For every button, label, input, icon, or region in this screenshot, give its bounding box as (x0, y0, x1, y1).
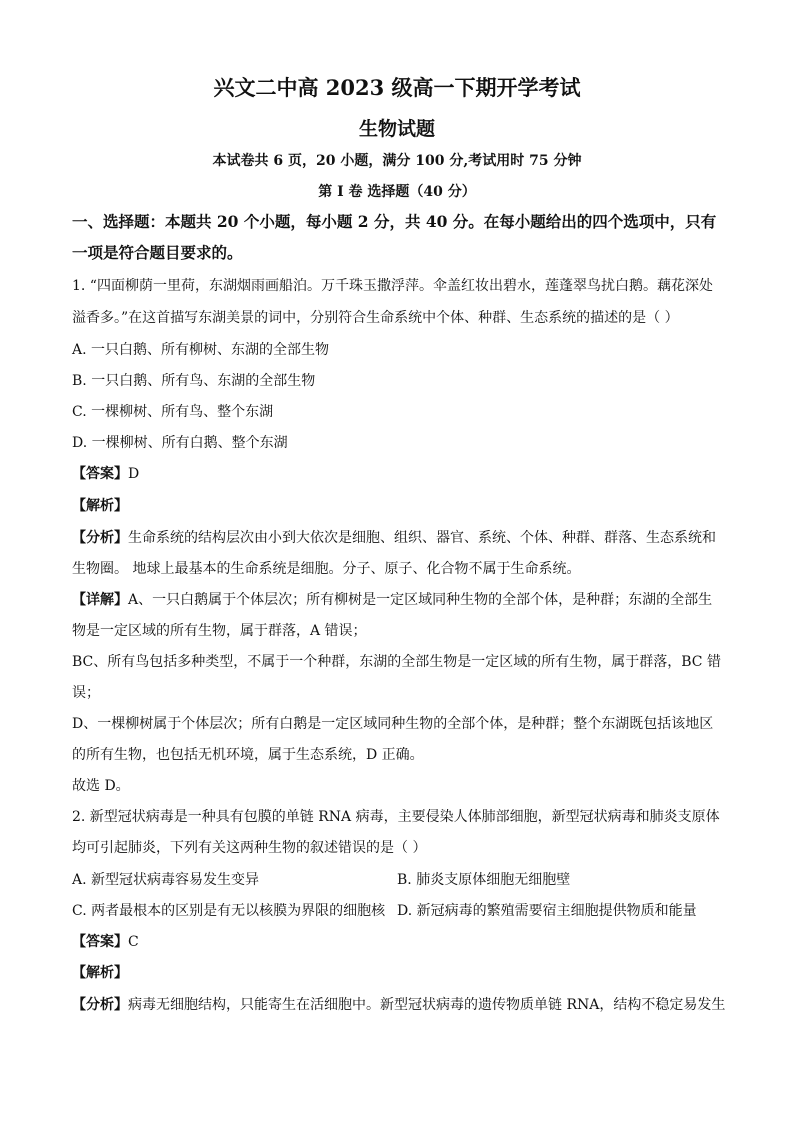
q2-option-c: C. 两者最根本的区别是有无以核膜为界限的细胞核 (72, 903, 386, 919)
exam-info: 本试卷共 6 页，20 小题，满分 100 分,考试用时 75 分钟 (212, 153, 582, 169)
section-heading-line-1: 一、选择题：本题共 20 个小题，每小题 2 分，共 40 分。在每小题给出的四个选项中，只有 (72, 212, 717, 231)
q1-option-b: B. 一只白鹅、所有鸟、东湖的全部生物 (72, 373, 316, 389)
q2-fenxi-line-1 (72, 995, 725, 1015)
q1-stem-line-2: 溢香多。”在这首描写东湖美景的词中，分别符合生命系统中个体、种群、生态系统的描述的是（ ） (72, 310, 679, 326)
q1-xiangjie-line-1 (72, 590, 712, 610)
q1-fenxi-line-2: 生物圈。 地球上最基本的生命系统是细胞。分子、原子、化合物不属于生命系统。 (72, 561, 581, 577)
q1-option-c: C. 一棵柳树、所有鸟、整个东湖 (72, 404, 274, 420)
q1-answer (72, 464, 139, 484)
part-heading: 第 I 卷 选择题（40 分） (318, 184, 476, 200)
q2-option-b: B. 肺炎支原体细胞无细胞壁 (397, 872, 571, 888)
answer-tag: 【答案】 (72, 466, 128, 482)
xiangjie-tag: 【详解】 (72, 592, 128, 608)
q2-answer (72, 932, 139, 952)
xiangjie-text: A、一只白鹅属于个体层次；所有柳树是一定区域同种生物的全部个体，是种群；东湖的全部生 (128, 592, 713, 608)
q1-xiangjie-line-3: BC、所有鸟包括多种类型，不属于一个种群，东湖的全部生物是一定区域的所有生物，属于群落，BC 错 (72, 654, 721, 670)
answer-value: D (128, 466, 140, 482)
q2-option-d: D. 新冠病毒的繁殖需要宿主细胞提供物质和能量 (397, 903, 697, 919)
q1-xiangjie-line-5: D、一棵柳树属于个体层次；所有白鹅是一定区域同种生物的全部个体，是种群；整个东湖既包括该地区 (72, 716, 714, 732)
q2-stem-line-1: 2. 新型冠状病毒是一种具有包膜的单链 RNA 病毒，主要侵染人体肺部细胞，新型冠状病毒和肺炎支原体 (72, 809, 720, 825)
exam-title: 兴文二中高 2023 级高一下期开学考试 (213, 75, 581, 100)
q1-option-a: A. 一只白鹅、所有柳树、东湖的全部生物 (72, 342, 330, 358)
answer-value: C (128, 934, 139, 950)
answer-tag: 【答案】 (72, 934, 128, 950)
fenxi-tag: 【分析】 (72, 997, 128, 1013)
fenxi-text: 病毒无细胞结构，只能寄生在活细胞中。新型冠状病毒的遗传物质单链 RNA，结构不稳定易发生 (128, 997, 726, 1013)
q1-fenxi-line-1 (72, 528, 716, 548)
subject-title: 生物试题 (358, 118, 435, 140)
q1-xiangjie-line-2: 物是一定区域的所有生物，属于群落，A 错误； (72, 623, 367, 639)
section-heading-line-2: 一项是符合题目要求的。 (72, 243, 243, 262)
fenxi-tag: 【分析】 (72, 530, 128, 546)
q1-xiangjie-line-6: 的所有生物，也包括无机环境，属于生态系统，D 正确。 (72, 747, 424, 763)
q1-analysis-tag: 【解析】 (72, 498, 128, 514)
q2-analysis-tag: 【解析】 (72, 965, 128, 981)
q1-stem-line-1: 1. “四面柳荫一里荷，东湖烟雨画船泊。万千珠玉撒浮萍。伞盖红妆出碧水，莲蓬翠鸟扰白鹅。藕花深处 (72, 278, 713, 294)
q1-option-d: D. 一棵柳树、所有白鹅、整个东湖 (72, 435, 288, 451)
q1-xiangjie-line-4: 误； (72, 685, 100, 701)
fenxi-text: 生命系统的结构层次由小到大依次是细胞、组织、器官、系统、个体、种群、群落、生态系统和 (128, 530, 716, 546)
q2-option-a: A. 新型冠状病毒容易发生变异 (72, 872, 260, 888)
q1-conclusion: 故选 D。 (72, 778, 130, 794)
q2-stem-line-2: 均可引起肺炎，下列有关这两种生物的叙述错误的是（ ） (72, 840, 427, 856)
